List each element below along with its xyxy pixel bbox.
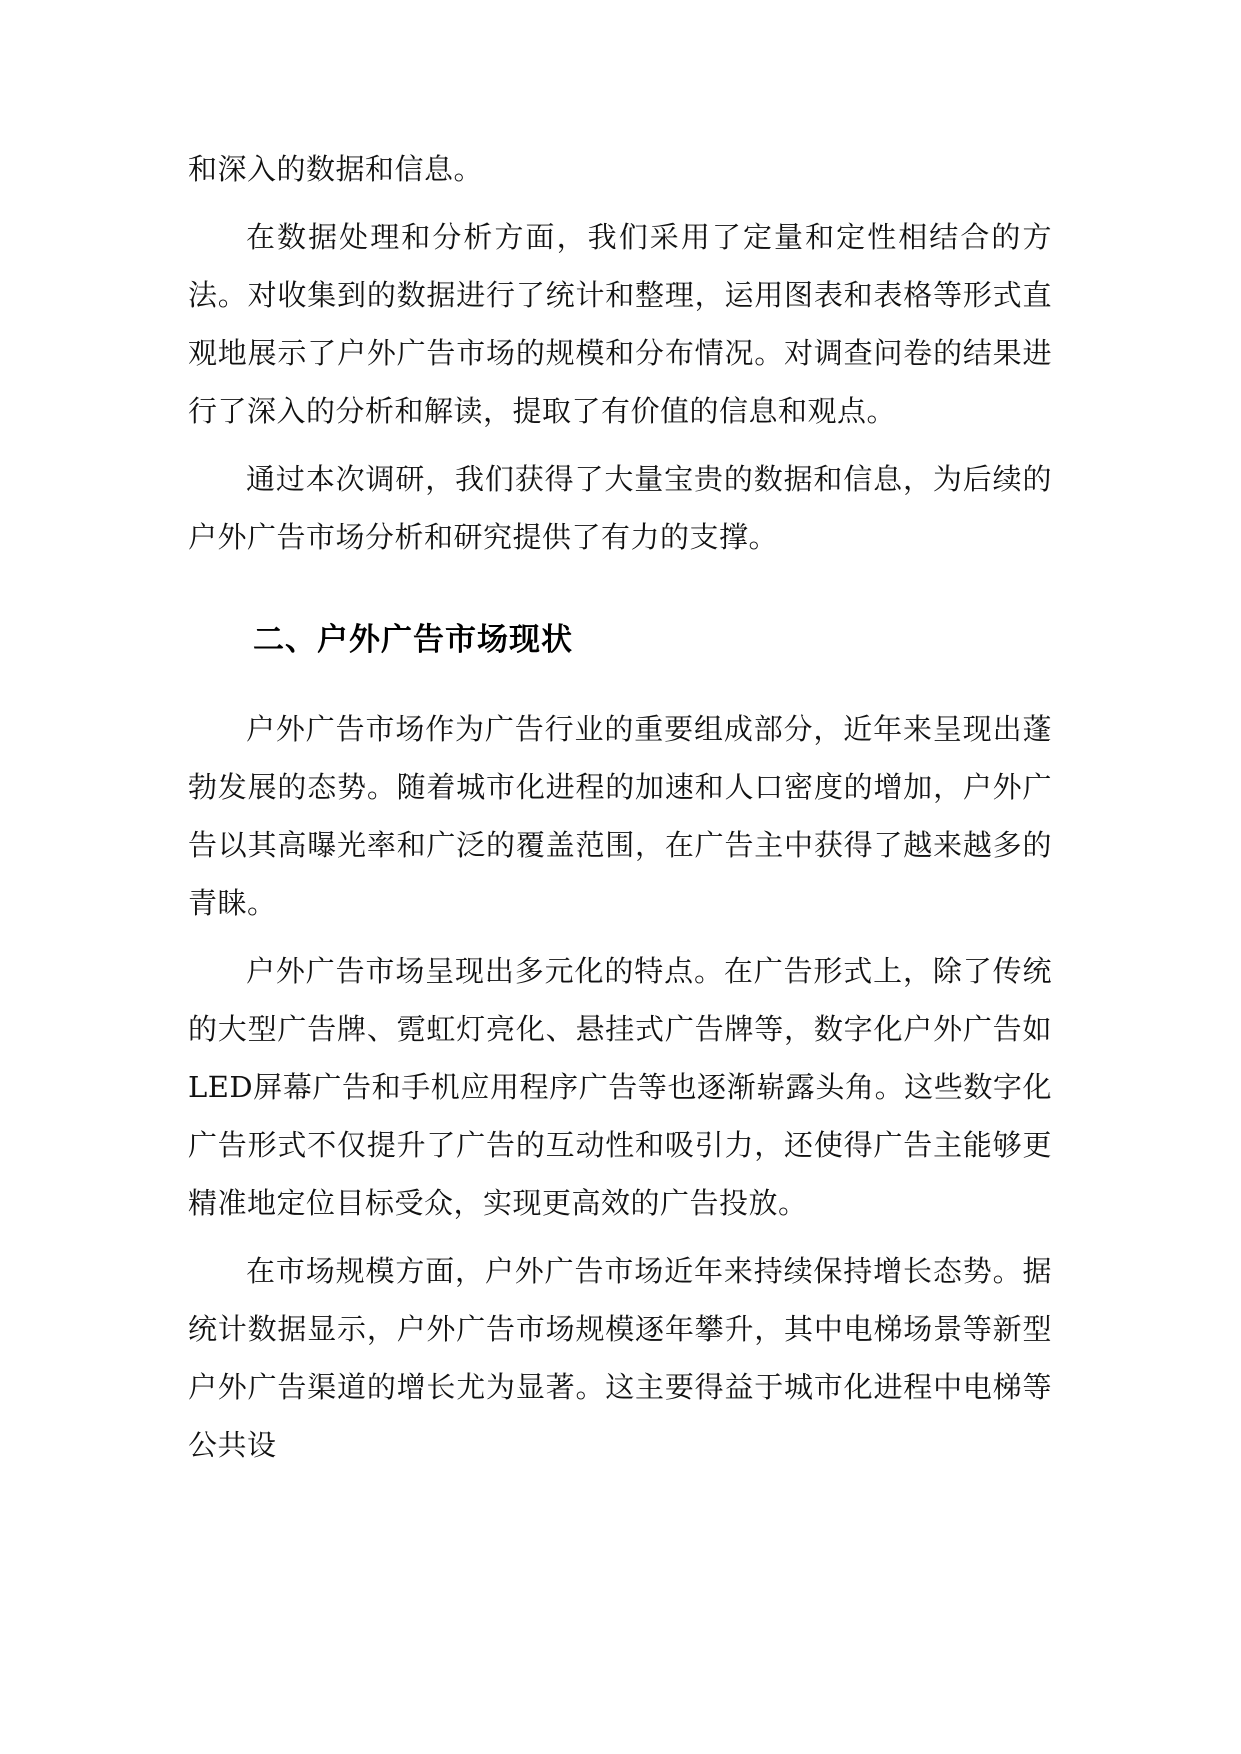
paragraph-market-scale: 在市场规模方面，户外广告市场近年来持续保持增长态势。据统计数据显示，户外广告市场规模逐年攀升，其中电梯场景等新型户外广告渠道的增长尤为显著。这主要得益于城市化进程中电梯等公共设	[188, 1254, 1052, 1462]
paragraph-market-overview: 户外广告市场作为广告行业的重要组成部分，近年来呈现出蓬勃发展的态势。随着城市化进程的加速和人口密度的增加，户外广告以其高曝光率和广泛的覆盖范围，在广告主中获得了越来越多的青睐。	[188, 712, 1052, 920]
paragraph-data-processing: 在数据处理和分析方面，我们采用了定量和定性相结合的方法。对收集到的数据进行了统计和整理，运用图表和表格等形式直观地展示了户外广告市场的规模和分布情况。对调查问卷的结果进行了深入的分析和解读，提取了有价值的信息和观点。	[188, 220, 1052, 428]
paragraph-research-summary: 通过本次调研，我们获得了大量宝贵的数据和信息，为后续的户外广告市场分析和研究提供了有力的支撑。	[188, 462, 1052, 554]
document-body	[188, 140, 1052, 1474]
paragraph-continuation: 和深入的数据和信息。	[188, 152, 484, 186]
paragraph-market-diversity: 户外广告市场呈现出多元化的特点。在广告形式上，除了传统的大型广告牌、霓虹灯亮化、悬挂式广告牌等，数字化户外广告如LED屏幕广告和手机应用程序广告等也逐渐崭露头角。这些数字化广告形式不仅提升了广告的互动性和吸引力，还使得广告主能够更精准地定位目标受众，实现更高效的广告投放。	[188, 954, 1052, 1220]
section-heading: 二、户外广告市场现状	[253, 622, 573, 658]
